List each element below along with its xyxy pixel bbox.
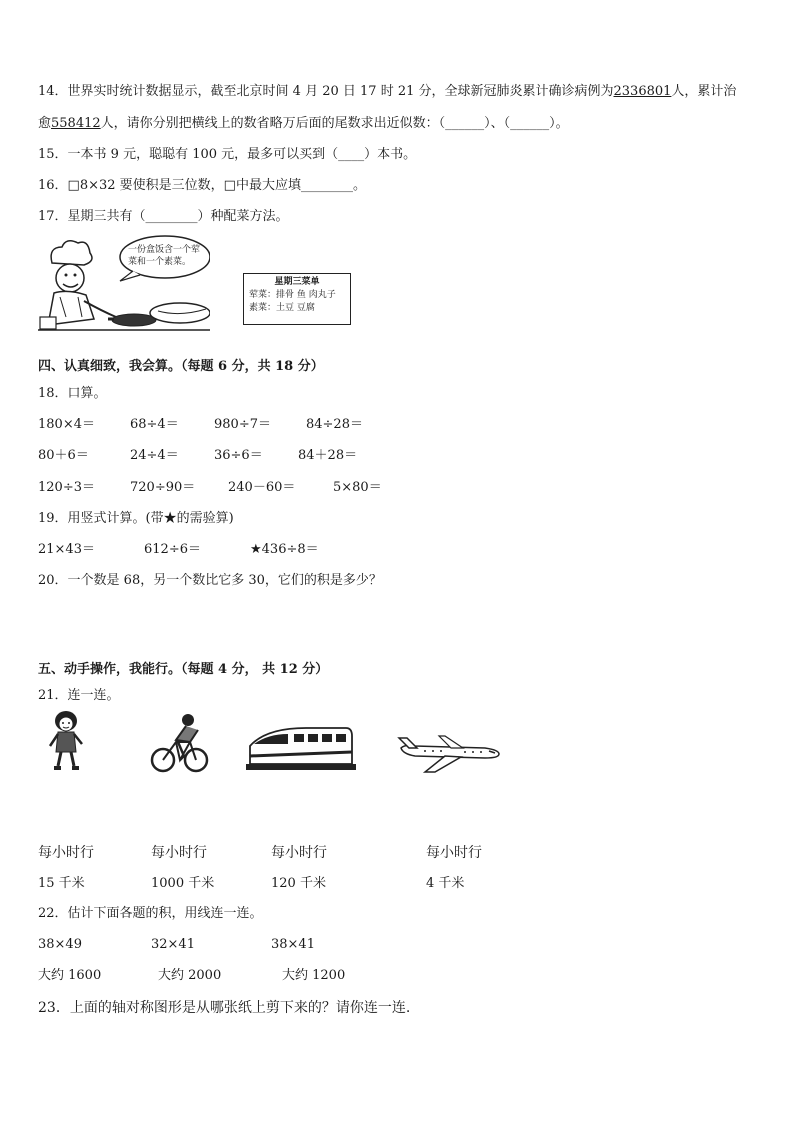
- q17-text: 17．星期三共有（________）种配菜方法。: [38, 209, 289, 224]
- bubble-line-2: 菜和一个素菜。: [128, 257, 192, 267]
- q21-speed-label-3: 每小时行: [271, 845, 327, 861]
- chef-bubble-text: [128, 244, 200, 268]
- q18-title: 18．口算。: [38, 386, 107, 401]
- q21-speed-label-4: 每小时行: [426, 845, 482, 861]
- q22-estimate-3: 大约 1200: [282, 968, 346, 983]
- q21-speed-1: 15 千米: [38, 876, 85, 891]
- q18-r1c3: 980÷7＝: [214, 417, 271, 432]
- girl-walking-icon: [46, 710, 86, 774]
- q19-item-3: ★436÷8＝: [250, 542, 319, 557]
- q21-speed-label-1: 每小时行: [38, 845, 94, 861]
- q21-title: 21．连一连。: [38, 688, 120, 703]
- q18-r3c3: 240－60＝: [228, 480, 296, 495]
- q23-text: 23．上面的轴对称图形是从哪张纸上剪下来的？请你连一连.: [38, 1000, 411, 1016]
- q19-title: 19．用竖式计算。(带★的需验算): [38, 511, 234, 526]
- q14-text-d: 人，请你分别把横线上的数省略万后面的尾数求出近似数：（______）、（______）。: [100, 116, 569, 131]
- q14-text-b: 人，累计治: [671, 84, 737, 99]
- q20-text: 20．一个数是 68，另一个数比它多 30，它们的积是多少？: [38, 573, 382, 588]
- q18-r1c1: 180×4＝: [38, 417, 95, 432]
- q14-text-a: 14．世界实时统计数据显示，截至北京时间 4 月 20 日 17 时 21 分，全球新冠肺炎累计确诊病例为: [38, 84, 614, 99]
- q21-speed-4: 4 千米: [426, 876, 465, 891]
- bubble-line-1: 一份盒饭含一个荤: [128, 245, 201, 255]
- q22-estimate-1: 大约 1600: [38, 968, 102, 983]
- q21-speed-3: 120 千米: [271, 876, 326, 891]
- q19-item-2: 612÷6＝: [144, 542, 201, 557]
- menu-veg: 素菜：土豆 豆腐: [249, 303, 315, 313]
- q18-r2c4: 84＋28＝: [298, 448, 358, 463]
- q19-item-1: 21×43＝: [38, 542, 95, 557]
- train-icon: [246, 722, 356, 772]
- q18-r2c1: 80＋6＝: [38, 448, 89, 463]
- q22-estimate-2: 大约 2000: [158, 968, 222, 983]
- q14-line2: [38, 115, 569, 133]
- q22-product-3: 38×41: [271, 937, 315, 952]
- q18-r3c4: 5×80＝: [333, 480, 382, 495]
- q15-text: 15．一本书 9 元，聪聪有 100 元，最多可以买到（____）本书。: [38, 147, 417, 162]
- q14-num1: 2336801: [613, 84, 672, 99]
- q18-r1c2: 68÷4＝: [130, 417, 179, 432]
- section-5-heading: 五、动手操作，我能行。（每题 4 分， 共 12 分）: [38, 662, 329, 677]
- menu-title: 星期三菜单: [274, 277, 320, 287]
- q18-r2c2: 24÷4＝: [130, 448, 179, 463]
- wednesday-menu-card: [243, 273, 351, 325]
- q16-text: 16．□8×32 要使积是三位数，□中最大应填________。: [38, 178, 366, 193]
- q14-line1: [38, 83, 736, 101]
- q22-title: 22．估计下面各题的积，用线连一连。: [38, 906, 263, 921]
- cyclist-icon: [150, 712, 210, 774]
- airplane-icon: [395, 732, 501, 774]
- q21-speed-2: 1000 千米: [151, 876, 215, 891]
- q14-text-c: 愈: [38, 116, 52, 131]
- q14-num2: 558412: [51, 116, 101, 131]
- q18-r3c2: 720÷90＝: [130, 480, 196, 495]
- q18-r2c3: 36÷6＝: [214, 448, 263, 463]
- q18-r1c4: 84÷28＝: [306, 417, 363, 432]
- section-4-heading: 四、认真细致，我会算。（每题 6 分，共 18 分）: [38, 359, 324, 374]
- q22-product-2: 32×41: [151, 937, 195, 952]
- q21-speed-label-2: 每小时行: [151, 845, 207, 861]
- q18-r3c1: 120÷3＝: [38, 480, 95, 495]
- menu-meat: 荤菜：排骨 鱼 肉丸子: [249, 290, 336, 300]
- q22-product-1: 38×49: [38, 937, 82, 952]
